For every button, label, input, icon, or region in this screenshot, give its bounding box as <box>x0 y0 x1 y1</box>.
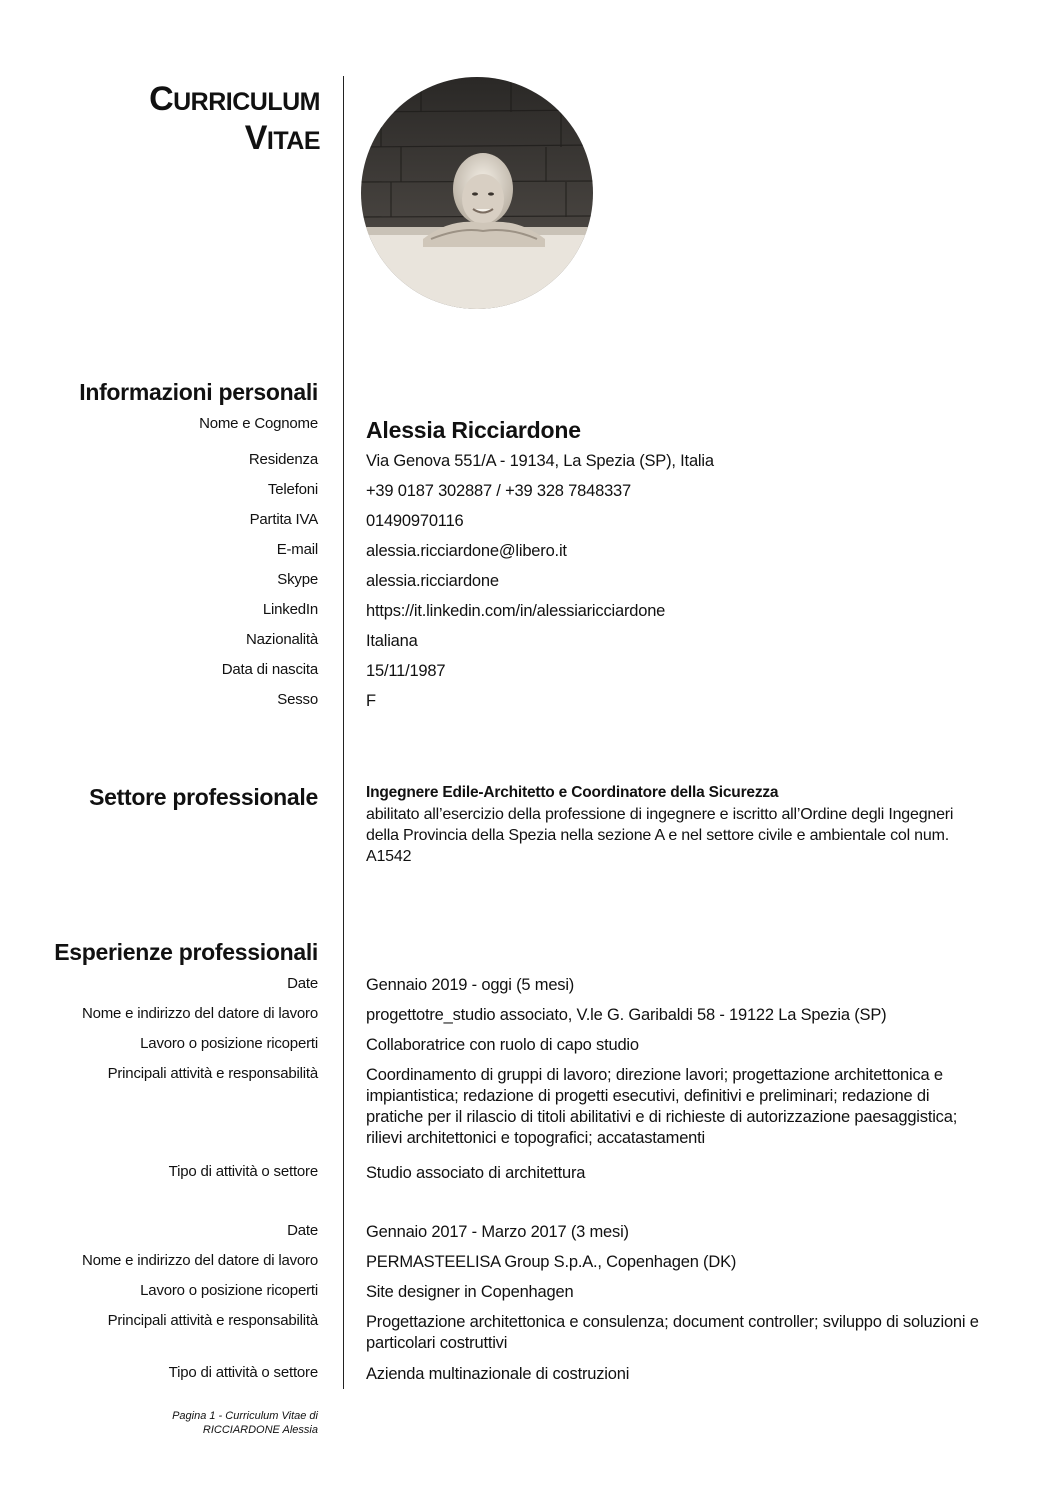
sex-value: F <box>366 692 376 710</box>
sector-title: Ingegnere Edile-Architetto e Coordinatore della Sicurezza <box>366 784 779 801</box>
full-name: Alessia Ricciardone <box>366 417 581 443</box>
vertical-divider <box>343 76 344 1389</box>
job2-position-label: Lavoro o posizione ricoperti <box>140 1282 318 1299</box>
job1-activities: Coordinamento di gruppi di lavoro; direzione lavori; progettazione architettonica e impiantistica; redazione di progetti esecutivi, definitivi e preliminari; redazione di pratiche per il rilascio di titoli abilitativi e di richieste di autorizzazione paesaggistica; rilievi architettonici e topografici; accatastamenti <box>366 1066 958 1147</box>
job1-employer: progettotre_studio associato, V.le G. Garibaldi 58 - 19122 La Spezia (SP) <box>366 1006 887 1024</box>
job1-date-label: Date <box>287 975 318 992</box>
job1-sector: Studio associato di architettura <box>366 1164 586 1182</box>
residence-value: Via Genova 551/A - 19134, La Spezia (SP), Italia <box>366 452 714 470</box>
email-link[interactable]: alessia.ricciardone@libero.it <box>366 542 567 560</box>
profile-photo <box>361 77 593 309</box>
job2-sector-label: Tipo di attività o settore <box>168 1364 318 1381</box>
section-heading-sector: Settore professionale <box>89 784 318 810</box>
sector-description: abilitato all’esercizio della professione di ingegnere e iscritto all’Ordine degli Ingegneri della Provincia della Spezia nella sezione A e nel settore civile e ambientale col num. A1542 <box>366 806 954 865</box>
nationality-value: Italiana <box>366 632 418 650</box>
label-linkedin: LinkedIn <box>262 601 318 618</box>
job2-activities-label: Principali attività e responsabilità <box>107 1312 318 1329</box>
page-footer: Pagina 1 - Curriculum Vitae di RICCIARDONE Alessia <box>172 1410 318 1436</box>
job2-date: Gennaio 2017 - Marzo 2017 (3 mesi) <box>366 1223 629 1241</box>
job1-employer-label: Nome e indirizzo del datore di lavoro <box>81 1005 318 1022</box>
job2-employer-label: Nome e indirizzo del datore di lavoro <box>81 1252 318 1269</box>
label-birthdate: Data di nascita <box>221 661 318 678</box>
label-sex: Sesso <box>277 691 318 708</box>
job2-date-label: Date <box>287 1222 318 1239</box>
job2-position: Site designer in Copenhagen <box>366 1283 574 1301</box>
job2-sector: Azienda multinazionale di costruzioni <box>366 1365 630 1383</box>
skype-value: alessia.ricciardone <box>366 572 499 590</box>
page-number: 1 <box>209 1410 216 1422</box>
label-vat: Partita IVA <box>249 511 318 528</box>
label-skype: Skype <box>277 571 318 588</box>
job2-activities: Progettazione architettonica e consulenza; document controller; sviluppo di soluzioni e particolari costruttivi <box>366 1313 979 1352</box>
birthdate-value: 15/11/1987 <box>366 662 446 680</box>
section-heading-experience: Esperienze professionali <box>54 939 318 965</box>
job1-sector-label: Tipo di attività o settore <box>168 1163 318 1180</box>
label-email: E-mail <box>276 541 318 558</box>
job1-position: Collaboratrice con ruolo di capo studio <box>366 1036 639 1054</box>
cv-title: CURRICULUM VITAE <box>149 80 320 157</box>
label-phones: Telefoni <box>267 481 318 498</box>
job1-activities-label: Principali attività e responsabilità <box>107 1065 318 1082</box>
phones-value: +39 0187 302887 / +39 328 7848337 <box>366 482 631 500</box>
vat-value: 01490970116 <box>366 512 464 530</box>
job1-position-label: Lavoro o posizione ricoperti <box>140 1035 318 1052</box>
label-residence: Residenza <box>248 451 318 468</box>
job1-date: Gennaio 2019 - oggi (5 mesi) <box>366 976 575 994</box>
linkedin-link[interactable]: https://it.linkedin.com/in/alessiaricciardone <box>366 602 666 620</box>
section-heading-personal: Informazioni personali <box>79 379 318 405</box>
label-nationality: Nazionalità <box>245 631 318 648</box>
job2-employer: PERMASTEELISA Group S.p.A., Copenhagen (DK) <box>366 1253 737 1271</box>
label-name: Nome e Cognome <box>199 415 318 432</box>
